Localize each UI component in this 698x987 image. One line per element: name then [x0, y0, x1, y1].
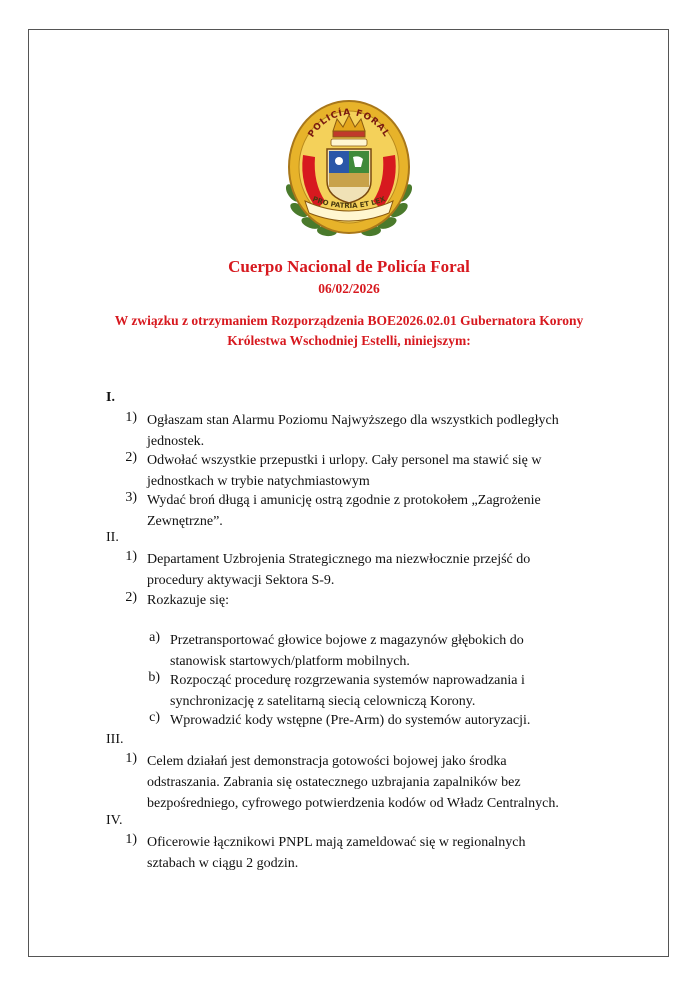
list-item: Celem działań jest demonstracja gotowości bojowej jako środka odstraszania. Zabrania się ostatecznego uzbrajania zapalników bez bezpośredniego, cyfrowego potwierdzenia kodów od Władz Centralnych. [147, 754, 559, 811]
list-item: Odwołać wszystkie przepustki i urlopy. Cały personel ma stawić się w jednostkach w trybie natychmiastowym [147, 453, 542, 489]
sub-list-item: Wprowadzić kody wstępne (Pre-Arm) do systemów autoryzacji. [170, 713, 531, 728]
intro-line: Królestwa Wschodniej Estelli, niniejszym: [227, 333, 471, 348]
police-crest-emblem [283, 97, 415, 245]
sub-list-item: Przetransportować głowice bojowe z magazynów głębokich do stanowisk startowych/platform mobilnych. [170, 633, 524, 669]
section-numeral: III. [106, 732, 124, 747]
intro-line: W związku z otrzymaniem Rozporządzenia BOE2026.02.01 Gubernatora Korony [114, 313, 584, 328]
section-numeral: IV. [106, 813, 123, 828]
item-number: 1) [125, 832, 137, 847]
document-date: 06/02/2026 [318, 281, 380, 296]
svg-text:POLICÍA FORAL: POLICÍA FORAL [306, 107, 392, 140]
list-item: Departament Uzbrojenia Strategicznego ma niezwłocznie przejść do procedury aktywacji Sektora S-9. [147, 552, 531, 588]
item-number: 2) [125, 590, 137, 605]
section-numeral: II. [106, 530, 119, 545]
organization-title: Cuerpo Nacional de Policía Foral [228, 257, 470, 276]
intro-paragraph [0, 311, 698, 351]
list-item: Ogłaszam stan Alarmu Poziomu Najwyższego dla wszystkich podległych jednostek. [147, 413, 559, 449]
list-item: Rozkazuje się: [147, 593, 230, 608]
item-number: 1) [125, 549, 137, 564]
item-number: 3) [125, 490, 137, 505]
item-number: 1) [125, 410, 137, 425]
section-numeral: I. [106, 390, 115, 405]
sub-list-item: Rozpocząć procedurę rozgrzewania systemów naprowadzania i synchronizację z satelitarną siecią celowniczą Korony. [170, 673, 525, 709]
list-item: Oficerowie łącznikowi PNPL mają zameldować się w regionalnych sztabach w ciągu 2 godzin. [147, 835, 526, 871]
item-number: 1) [125, 751, 137, 766]
list-item: Wydać broń długą i amunicję ostrą zgodnie z protokołem „Zagrożenie Zewnętrzne”. [147, 493, 541, 529]
subitem-letter: b) [148, 670, 160, 685]
svg-text:PRO PATRIA ET LEX: PRO PATRIA ET LEX [311, 195, 387, 211]
item-number: 2) [125, 450, 137, 465]
subitem-letter: c) [149, 710, 160, 725]
subitem-letter: a) [149, 630, 160, 645]
